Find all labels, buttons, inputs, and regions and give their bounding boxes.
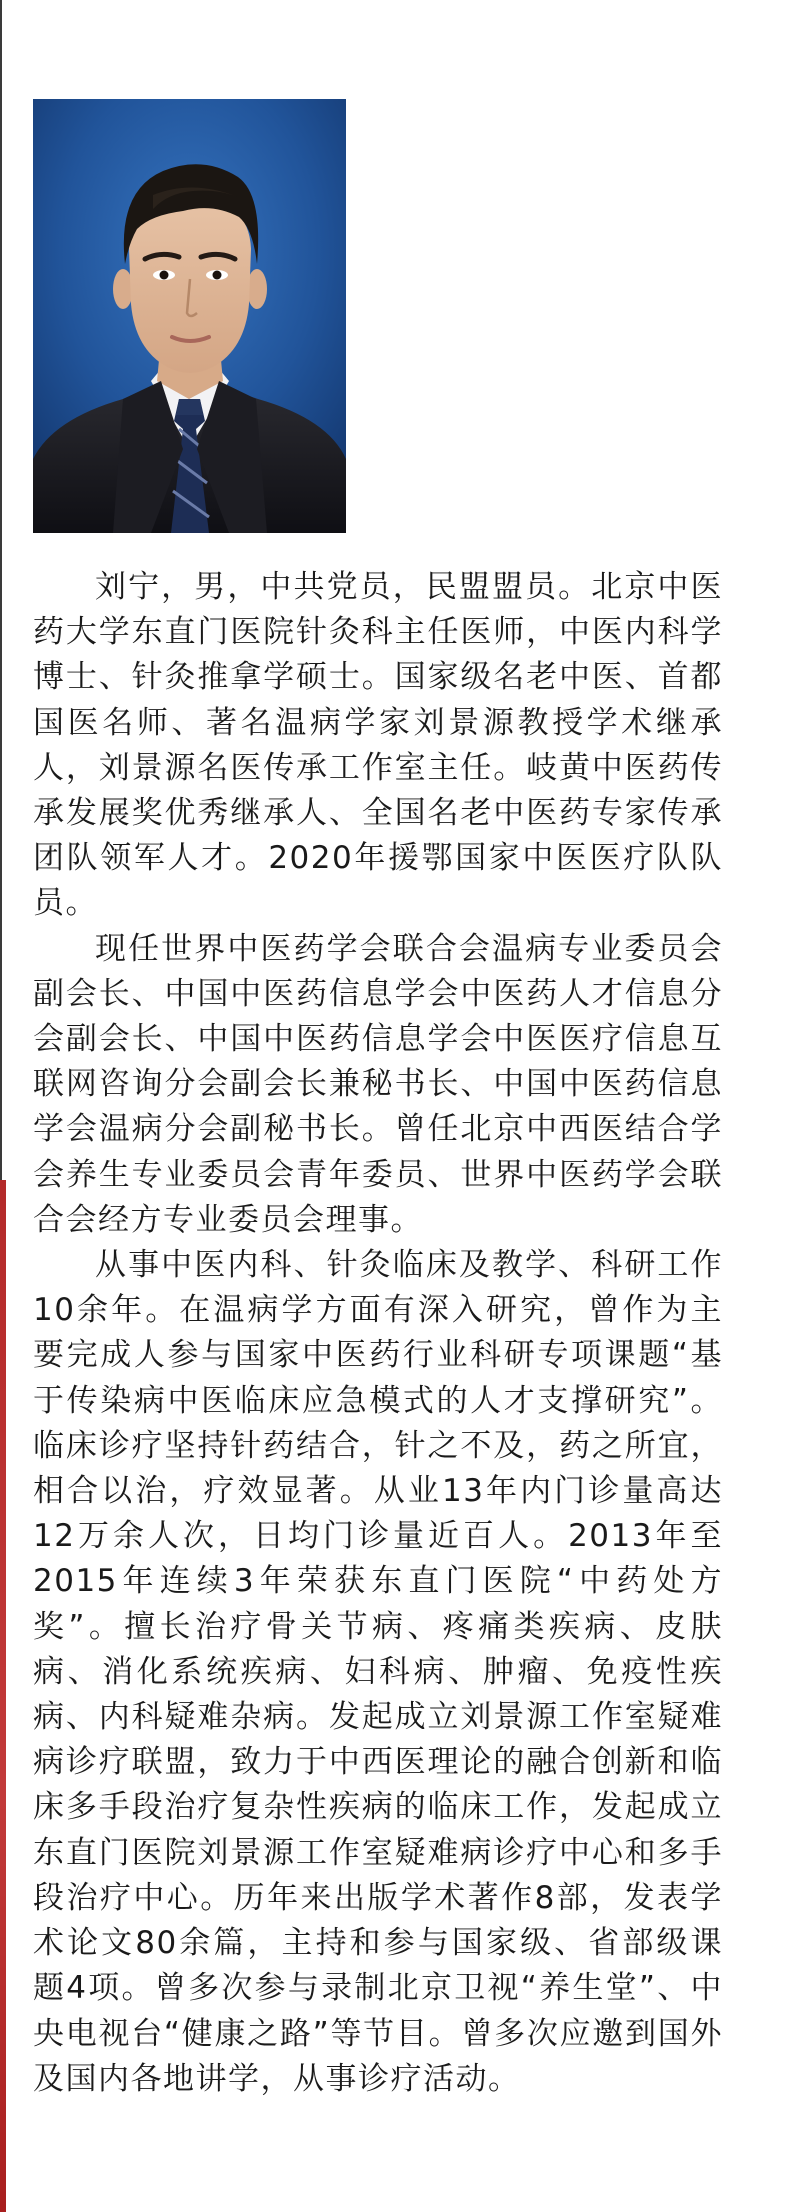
- bio-paragraph-career: 从事中医内科、针灸临床及教学、科研工作10余年。在温病学方面有深入研究，曾作为主要完成人参与国家中医药行业科研专项课题“基于传染病中医临床应急模式的人才支撑研究”。临床诊疗坚持针药结合，针之不及，药之所宜，相合以治，疗效显著。从业13年内门诊量高达12万余人次，日均门诊量近百人。2013年至2015年连续3年荣获东直门医院“中药处方奖”。擅长治疗骨关节病、疼痛类疾病、皮肤病、消化系统疾病、妇科病、肿瘤、免疫性疾病、内科疑难杂病。发起成立刘景源工作室疑难病诊疗联盟，致力于中西医理论的融合创新和临床多手段治疗复杂性疾病的临床工作，发起成立东直门医院刘景源工作室疑难病诊疗中心和多手段治疗中心。历年来出版学术著作8部，发表学术论文80余篇，主持和参与国家级、省部级课题4项。曾多次参与录制北京卫视“养生堂”、中央电视台“健康之路”等节目。曾多次应邀到国外及国内各地讲学，从事诊疗活动。: [33, 1247, 723, 2097]
- page-edge-accent: [0, 1180, 6, 2212]
- biography: [33, 565, 723, 2102]
- bio-paragraph-positions: 现任世界中医药学会联合会温病专业委员会副会长、中国中医药信息学会中医药人才信息分会副会长、中国中医药信息学会中医医疗信息互联网咨询分会副会长兼秘书长、中国中医药信息学会温病分会副秘书长。曾任北京中西医结合学会养生专业委员会青年委员、世界中医药学会联合会经方专业委员会理事。: [33, 930, 723, 1238]
- bio-paragraph-intro: 刘宁，男，中共党员，民盟盟员。北京中医药大学东直门医院针灸科主任医师，中医内科学博士、针灸推拿学硕士。国家级名老中医、首都国医名师、著名温病学家刘景源教授学术继承人，刘景源名医传承工作室主任。岐黄中医药传承发展奖优秀继承人、全国名老中医药专家传承团队领军人才。2020年援鄂国家中医医疗队队员。: [33, 569, 723, 922]
- portrait-photo: [33, 99, 346, 533]
- portrait-illustration: [33, 99, 346, 533]
